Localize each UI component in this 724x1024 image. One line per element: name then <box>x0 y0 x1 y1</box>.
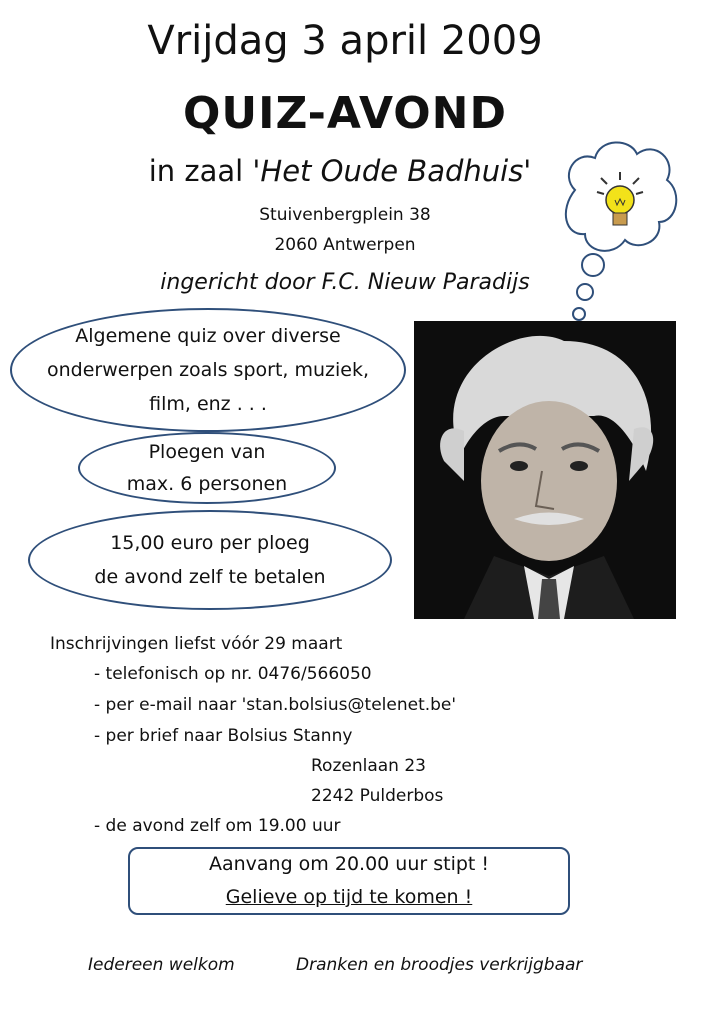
start-time: Aanvang om 20.00 uur stipt ! <box>208 853 490 875</box>
drinks-note: Dranken en broodjes verkrijgbaar <box>296 955 583 975</box>
event-date: Vrijdag 3 april 2009 <box>147 18 543 64</box>
team-size-oval <box>78 432 336 504</box>
team-line: Ploegen van <box>148 441 266 463</box>
venue-name: 'Het Oude Badhuis' <box>252 154 532 188</box>
venue-city: 2060 Antwerpen <box>274 235 416 255</box>
team-line: max. 6 personen <box>126 473 288 495</box>
thought-cloud <box>555 130 685 335</box>
price-line: de avond zelf te betalen <box>94 566 326 588</box>
welcome-note: Iedereen welkom <box>88 955 235 975</box>
price-oval <box>28 510 392 610</box>
quiz-line: film, enz . . . <box>149 393 267 415</box>
quiz-description-oval <box>10 308 406 432</box>
quiz-line: onderwerpen zoals sport, muziek, <box>46 359 370 381</box>
venue-prefix: in zaal <box>148 154 244 188</box>
organizer: ingericht door F.C. Nieuw Paradijs <box>160 270 530 295</box>
quiz-line: Algemene quiz over diverse <box>75 325 341 347</box>
venue-line <box>120 154 560 188</box>
price-line: 15,00 euro per ploeg <box>110 532 310 554</box>
einstein-portrait <box>414 321 676 619</box>
event-title: QUIZ-AVOND <box>183 88 507 139</box>
venue-street: Stuivenbergplein 38 <box>259 205 431 225</box>
start-time-box <box>128 847 570 915</box>
punctuality-note: Gelieve op tijd te komen ! <box>225 886 473 908</box>
